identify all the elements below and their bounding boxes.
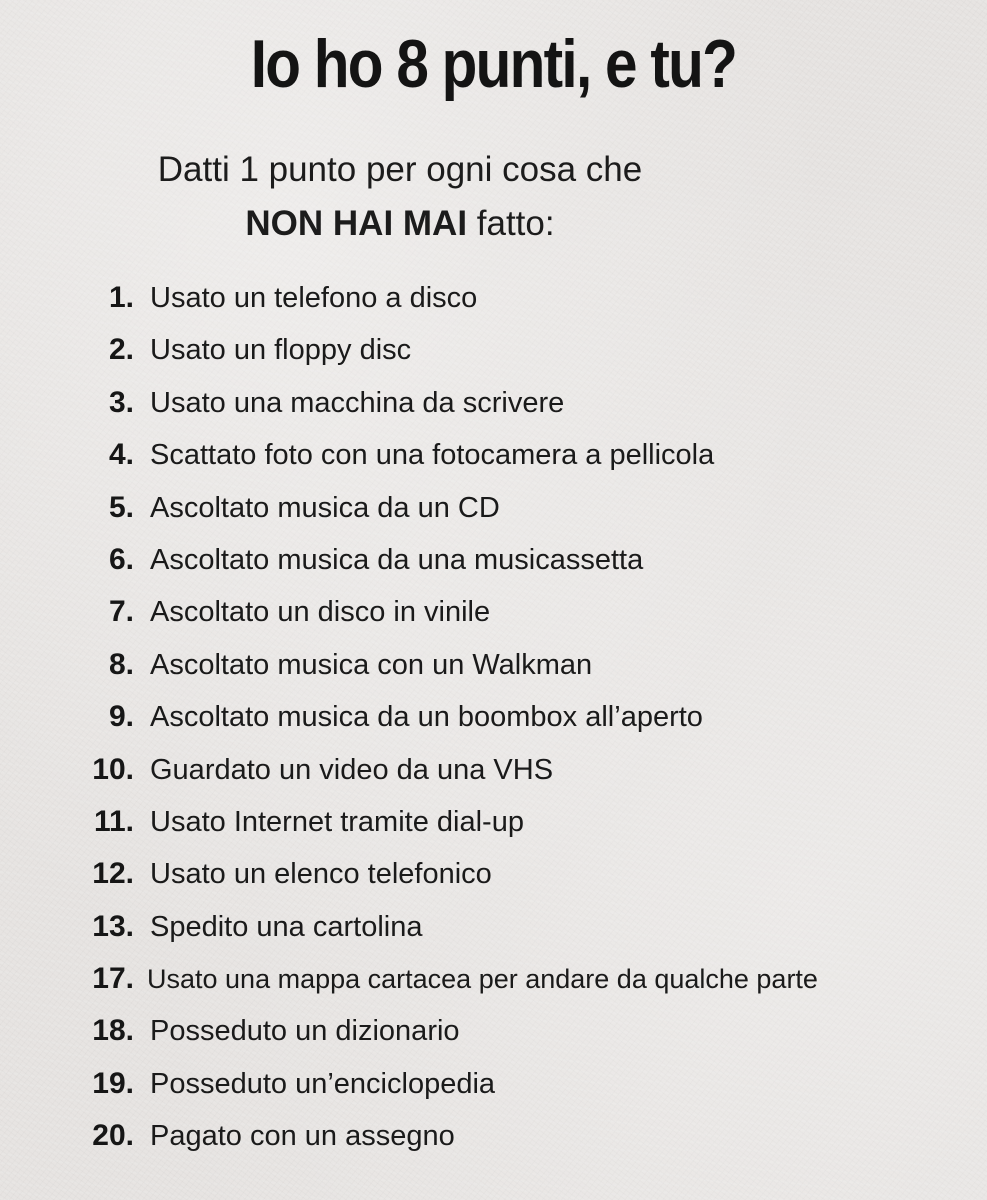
instruction-line-2-rest: fatto: (467, 204, 555, 243)
list-item (0, 848, 987, 900)
item-text: Posseduto un dizionario (150, 1015, 460, 1048)
item-text: Guardato un video da una VHS (150, 753, 554, 786)
item-number: 7. (108, 595, 134, 629)
list-item (0, 377, 987, 429)
item-number: 17. (92, 962, 134, 996)
item-number: 1. (108, 281, 134, 314)
checklist (0, 272, 987, 1163)
item-number: 20. (92, 1119, 134, 1153)
item-number: 11. (93, 804, 134, 838)
item-text: Usato un elenco telefonico (150, 858, 492, 891)
item-text: Ascoltato un disco in vinile (150, 596, 491, 629)
list-item (0, 1110, 987, 1162)
list-item (0, 744, 987, 796)
list-item (0, 901, 987, 953)
list-item (0, 1005, 987, 1057)
list-item (0, 1058, 987, 1110)
item-text: Ascoltato musica da un CD (150, 491, 500, 524)
list-item (0, 534, 987, 586)
list-item (0, 324, 987, 376)
item-text: Usato un floppy disc (150, 334, 412, 367)
item-number: 4. (108, 438, 134, 472)
item-text: Usato una macchina da scrivere (150, 386, 565, 419)
item-number: 13. (92, 909, 134, 943)
item-number: 9. (108, 700, 134, 734)
list-item (0, 691, 987, 743)
item-number: 8. (108, 647, 134, 681)
item-number: 10. (92, 752, 134, 786)
item-text: Usato una mappa cartacea per andare da qualche parte (147, 964, 818, 995)
item-text: Usato Internet tramite dial-up (150, 805, 524, 838)
item-number: 6. (108, 542, 134, 576)
item-text: Ascoltato musica con un Walkman (150, 648, 593, 681)
list-item (0, 482, 987, 534)
item-number: 5. (108, 490, 134, 524)
item-text: Usato un telefono a disco (150, 282, 478, 314)
list-item (0, 272, 987, 324)
list-item (0, 429, 987, 481)
list-item (0, 586, 987, 638)
item-text: Ascoltato musica da una musicassetta (150, 543, 644, 576)
item-text: Spedito una cartolina (150, 910, 423, 943)
list-item (0, 639, 987, 691)
instruction-emphasis: NON HAI MAI (245, 204, 468, 243)
item-text: Ascoltato musica da un boombox all’aperto (150, 701, 703, 734)
item-number: 3. (108, 385, 134, 419)
poster-title: Io ho 8 punti, e tu? (250, 26, 737, 102)
item-number: 18. (92, 1014, 134, 1048)
list-item (0, 796, 987, 848)
item-number: 2. (108, 333, 134, 367)
instruction-line-1: Datti 1 punto per ogni cosa che (157, 150, 643, 189)
instruction-line-2 (0, 199, 800, 249)
list-item (0, 953, 987, 1005)
item-number: 19. (92, 1066, 134, 1100)
item-text: Posseduto un’enciclopedia (150, 1067, 496, 1100)
item-number: 12. (92, 857, 134, 891)
item-text: Pagato con un assegno (150, 1120, 455, 1153)
item-text: Scattato foto con una fotocamera a pellicola (150, 439, 715, 472)
